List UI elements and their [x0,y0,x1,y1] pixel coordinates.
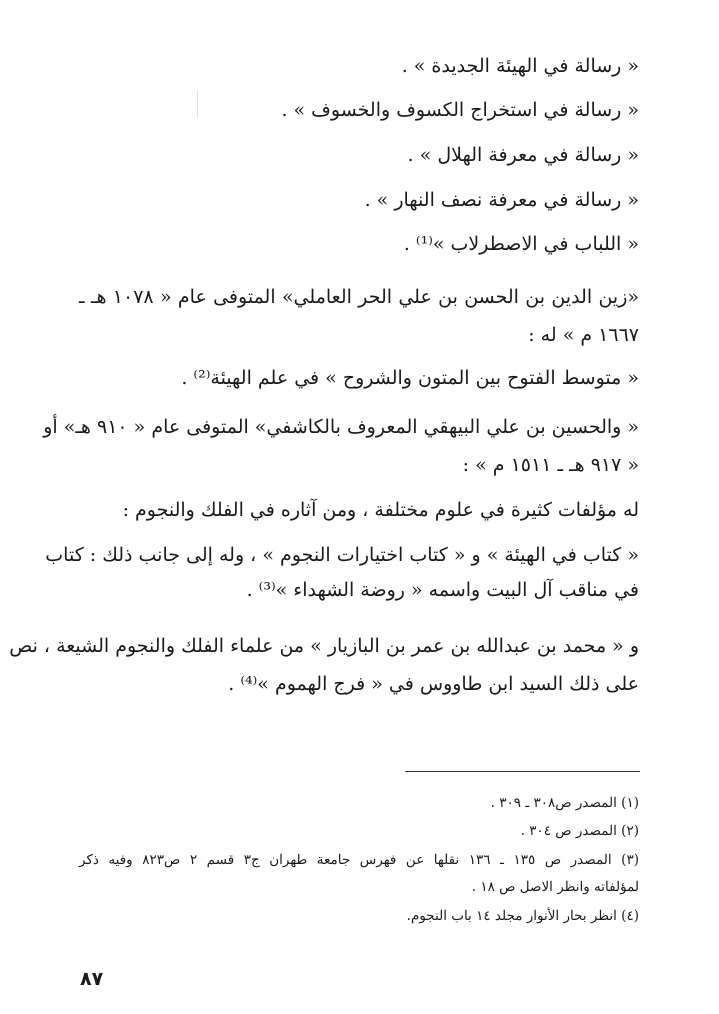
paragraph-husayn-line-2: « ٩١٧ هـ ـ ١٥١١ م » : [462,454,639,476]
treatise-line-2: « رسالة في استخراج الكسوف والخسوف » . [281,99,639,121]
treatise-line-5: « اللباب في الاصطرلاب »⁽¹⁾ . [403,233,639,255]
page-number: ٨٧ [80,968,104,990]
footnote-3-line-1: (٣) المصدر ص ١٣٥ ـ ١٣٦ نقلها عن فهرس جامعة طهران ج٣ قسم ٢ ص٨٢٣ وفيه ذكر [79,852,639,868]
paragraph-zayn-line-1: «زين الدين بن الحسن بن علي الحر العاملي» المتوفى عام « ١٠٧٨ هـ ـ [79,286,639,308]
footnote-separator [405,771,640,772]
work-mutawassit: « متوسط الفتوح بين المتون والشروح » في علم الهيئة⁽²⁾ . [181,367,639,389]
treatise-line-3: « رسالة في معرفة الهلال » . [407,144,639,166]
paragraph-bazyar-line-2: على ذلك السيد ابن طاووس في « فرج الهموم »⁽⁴⁾ . [228,673,639,695]
paragraph-bazyar-line-1: و « محمد بن عبدالله بن عمر بن البازيار » من علماء الفلك والنجوم الشيعة ، نص [9,635,639,657]
footnote-2: (٢) المصدر ص ٣٠٤ . [520,823,639,839]
paragraph-books-line-1: « كتاب في الهيئة » و « كتاب اختيارات النجوم » ، وله إلى جانب ذلك : كتاب [45,544,639,566]
footnote-4: (٤) انظر بحار الأنوار مجلد ١٤ باب النجوم. [406,908,639,924]
scan-artifact [197,90,198,118]
footnote-1: (١) المصدر ص٣٠٨ ـ ٣٠٩ . [490,795,639,811]
treatise-line-1: « رسالة في الهيئة الجديدة » . [401,55,639,77]
paragraph-zayn-line-2: ١٦٦٧ م » له : [528,324,639,346]
paragraph-books-line-2: في مناقب آل البيت واسمه « روضة الشهداء »⁽³⁾ . [246,579,639,601]
paragraph-husayn-line-1: « والحسين بن علي البيهقي المعروف بالكاشفي» المتوفى عام « ٩١٠ هـ» أو [43,416,639,438]
footnote-3-line-2: لمؤلفاته وانظر الاصل ص ١٨ . [471,879,639,895]
paragraph-works-intro: له مؤلفات كثيرة في علوم مختلفة ، ومن آثاره في الفلك والنجوم : [122,499,639,521]
treatise-line-4: « رسالة في معرفة نصف النهار » . [364,189,639,211]
